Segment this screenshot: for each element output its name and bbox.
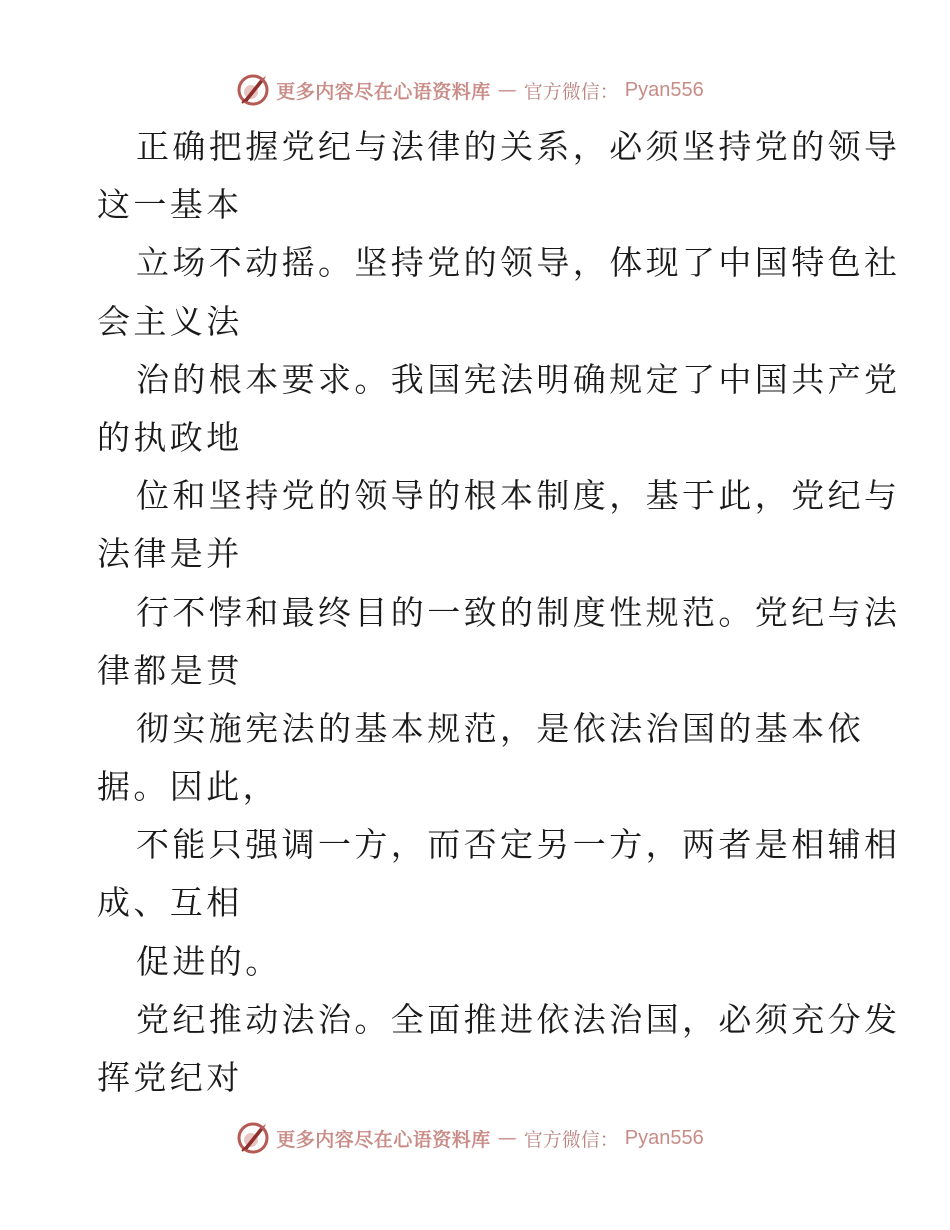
header-banner-dash: — — [497, 79, 517, 101]
body-line: 正确把握党纪与法律的关系，必须坚持党的领导 — [136, 127, 901, 166]
quill-pen-logo-icon — [236, 1121, 270, 1155]
header-banner-wechat-label: 官方微信： — [523, 80, 619, 103]
body-line: 党纪推动法治。全面推进依法治国，必须充分发 — [136, 999, 901, 1039]
body-line: 据。因此， — [97, 767, 279, 807]
quill-pen-logo-icon — [236, 73, 270, 107]
body-line: 挥党纪对 — [97, 1058, 243, 1097]
body-line: 的执政地 — [97, 417, 243, 457]
body-line: 治的根本要求。我国宪法明确规定了中国共产党 — [136, 359, 901, 399]
footer-banner-content — [236, 1121, 704, 1155]
body-line: 律都是贯 — [97, 650, 243, 690]
body-line: 立场不动摇。坚持党的领导，体现了中国特色社 — [136, 243, 901, 283]
header-banner — [0, 70, 950, 110]
body-line: 成、互相 — [97, 883, 243, 923]
header-banner-wechat-id: Pyan556 — [624, 78, 704, 101]
footer-banner-wechat-id: Pyan556 — [624, 1126, 704, 1149]
body-line: 不能只强调一方，而否定另一方，两者是相辅相 — [136, 825, 901, 865]
footer-banner-wechat-label: 官方微信： — [523, 1128, 619, 1151]
footer-banner-title: 更多内容尽在心语资料库 — [276, 1128, 491, 1151]
footer-banner-dash: — — [497, 1127, 517, 1149]
body-line: 会主义法 — [97, 301, 243, 341]
header-banner-title: 更多内容尽在心语资料库 — [276, 80, 491, 103]
footer-banner — [0, 1118, 950, 1158]
body-line: 促进的。 — [136, 941, 282, 981]
header-banner-content — [236, 73, 704, 107]
body-line: 法律是并 — [97, 534, 243, 574]
body-line: 这一基本 — [97, 185, 243, 225]
body-line: 行不悖和最终目的一致的制度性规范。党纪与法 — [136, 592, 901, 632]
document-body — [0, 118, 950, 1107]
body-line: 位和坚持党的领导的根本制度，基于此，党纪与 — [136, 476, 901, 516]
body-line: 彻实施宪法的基本规范，是依法治国的基本依 — [136, 708, 864, 748]
